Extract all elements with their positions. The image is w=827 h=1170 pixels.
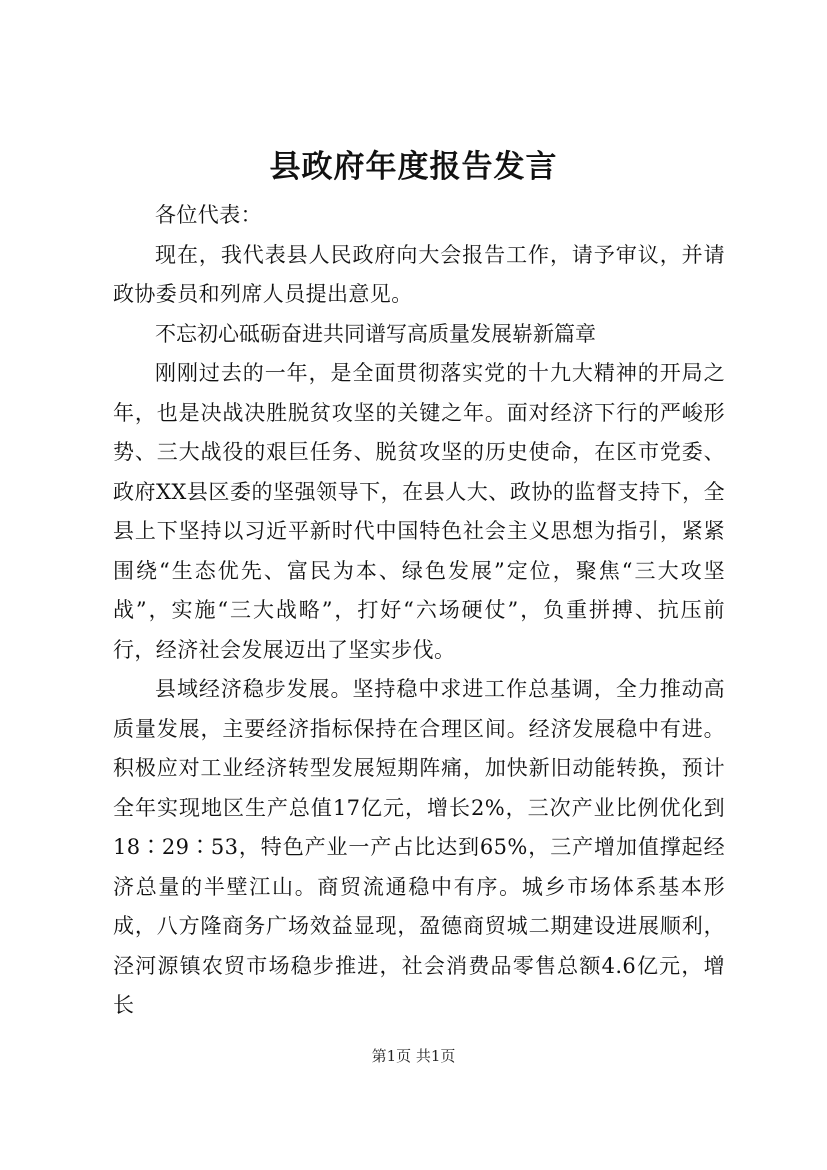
opening-paragraph: 现在，我代表县人民政府向大会报告工作，请予审议，并请政协委员和列席人员提出意见。	[113, 242, 725, 306]
economy-paragraph: 县域经济稳步发展。坚持稳中求进工作总基调，全力推动高质量发展，主要经济指标保持在合理区间。经济发展稳中有进。积极应对工业经济转型发展短期阵痛，加快新旧动能转换，预计全年实现地区生产总值17亿元，增长2%，三次产业比例优化到18∶29∶53，特色产业一产占比达到65%，三产增加值撑起经济总量的半壁江山。商贸流通稳中有序。城乡市场体系基本形成，八方隆商务广场效益显现，盈德商贸城二期建设进展顺利，泾河源镇农贸市场稳步推进，社会消费品零售总额4.6亿元，增长	[113, 677, 725, 1017]
document-title: 县政府年度报告发言	[269, 149, 558, 185]
salutation-paragraph: 各位代表：	[155, 203, 262, 227]
section-heading: 不忘初心砥砺奋进共同谱写高质量发展崭新篇章	[155, 321, 596, 346]
page-footer: 第1页 共1页	[371, 1047, 456, 1065]
document-body	[113, 196, 725, 1026]
review-paragraph: 刚刚过去的一年，是全面贯彻落实党的十九大精神的开局之年，也是决战决胜脱贫攻坚的关键之年。面对经济下行的严峻形势、三大战役的艰巨任务、脱贫攻坚的历史使命，在区市党委、政府XX县区委的坚强领导下，在县人大、政协的监督支持下，全县上下坚持以习近平新时代中国特色社会主义思想为指引，紧紧围绕“生态优先、富民为本、绿色发展”定位，聚焦“三大攻坚战”，实施“三大战略”，打好“六场硬仗”，负重拼搏、抗压前行，经济社会发展迈出了坚实步伐。	[113, 361, 725, 662]
